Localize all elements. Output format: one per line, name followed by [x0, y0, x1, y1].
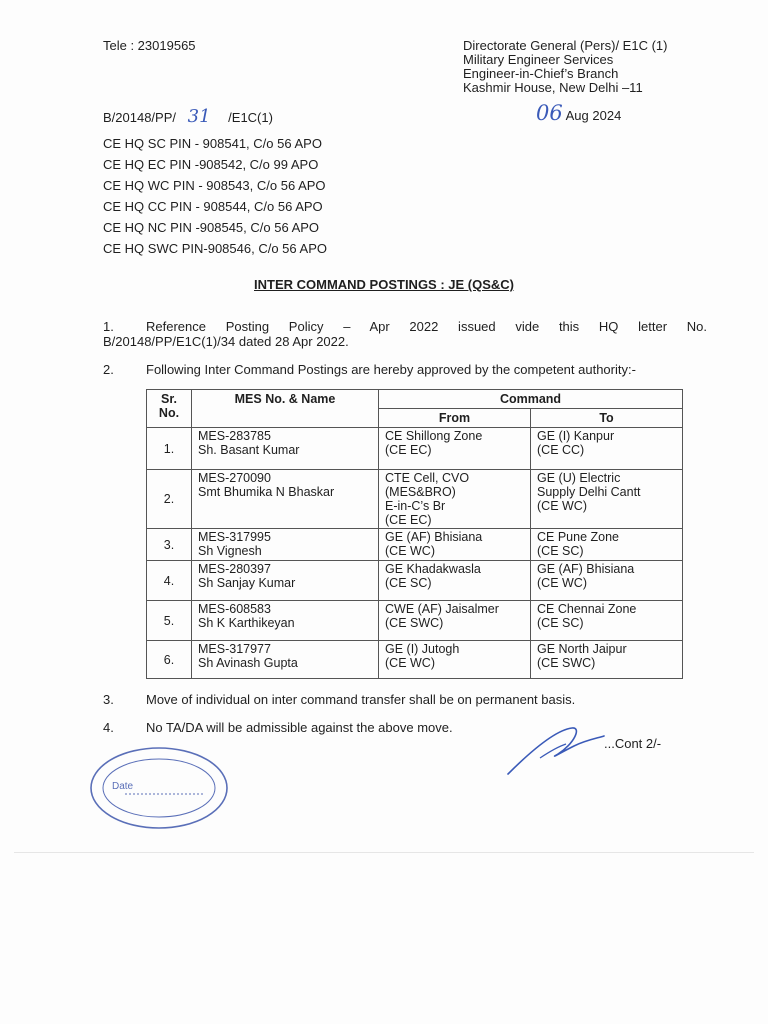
recipient-item: CE HQ NC PIN -908545, C/o 56 APO: [103, 220, 320, 235]
table-row: [147, 470, 683, 529]
para-1-line-1: Reference Posting Policy – Apr 2022 issued vide this HQ letter No.: [146, 319, 707, 334]
recipient-item: CE HQ SWC PIN-908546, C/o 56 APO: [103, 241, 327, 256]
serial-number: 5.: [147, 601, 192, 641]
recipient-item: CE HQ EC PIN -908542, C/o 99 APO: [103, 157, 319, 172]
ref-prefix: B/20148/PP/: [103, 110, 176, 125]
serial-number: 2.: [147, 470, 192, 529]
page-bottom-edge: [14, 852, 754, 853]
employee-cell: MES-280397 Sh Sanjay Kumar: [192, 561, 379, 601]
stamp-date-label: Date: [112, 781, 134, 792]
table-row: [147, 529, 683, 561]
to-command: GE (I) Kanpur (CE CC): [531, 428, 683, 470]
para-4-number: 4.: [103, 720, 114, 735]
from-command: CE Shillong Zone (CE EC): [379, 428, 531, 470]
signature-icon: [500, 722, 610, 782]
to-command: GE North Jaipur (CE SWC): [531, 641, 683, 679]
recipient-item: CE HQ CC PIN - 908544, C/o 56 APO: [103, 199, 323, 214]
para-1-line-2: B/20148/PP/E1C(1)/34 dated 28 Apr 2022.: [103, 334, 349, 349]
to-command: GE (U) Electric Supply Delhi Cantt (CE WC): [531, 470, 683, 529]
employee-cell: MES-283785 Sh. Basant Kumar: [192, 428, 379, 470]
from-command: CTE Cell, CVO (MES&BRO) E-in-C’s Br (CE EC): [379, 470, 531, 529]
recipient-list: [103, 133, 327, 259]
employee-cell: MES-608583 Sh K Karthikeyan: [192, 601, 379, 641]
from-command: CWE (AF) Jaisalmer (CE SWC): [379, 601, 531, 641]
address-line: Directorate General (Pers)/ E1C (1): [463, 38, 668, 53]
postings-table: [146, 389, 683, 679]
column-header-name: MES No. & Name: [192, 390, 379, 428]
document-title: INTER COMMAND POSTINGS : JE (QS&C): [254, 277, 515, 292]
to-command: CE Pune Zone (CE SC): [531, 529, 683, 561]
from-command: GE (I) Jutogh (CE WC): [379, 641, 531, 679]
ref-suffix: /E1C(1): [228, 110, 273, 125]
para-4-text: No TA/DA will be admissible against the above move.: [146, 720, 453, 735]
reference-number: [103, 106, 273, 127]
recipient-item: CE HQ WC PIN - 908543, C/o 56 APO: [103, 178, 326, 193]
table-row: [147, 641, 683, 679]
serial-number: 6.: [147, 641, 192, 679]
column-header-command: Command: [379, 390, 683, 409]
employee-cell: MES-317977 Sh Avinash Gupta: [192, 641, 379, 679]
continuation-note: ...Cont 2/-: [604, 736, 662, 751]
column-header-sr: Sr. No.: [147, 390, 192, 428]
address-line: Military Engineer Services: [463, 52, 614, 67]
employee-cell: MES-270090 Smt Bhumika N Bhaskar: [192, 470, 379, 529]
para-2-text: Following Inter Command Postings are hereby approved by the competent authority:-: [146, 362, 636, 377]
telephone-number: Tele : 23019565: [103, 38, 196, 53]
para-1-number: 1.: [103, 319, 114, 334]
handwritten-date-day: 06: [536, 101, 563, 125]
column-header-to: To: [531, 409, 683, 428]
table-row: [147, 428, 683, 470]
to-command: CE Chennai Zone (CE SC): [531, 601, 683, 641]
to-command: GE (AF) Bhisiana (CE WC): [531, 561, 683, 601]
handwritten-ref-number: 31: [187, 106, 211, 127]
letter-date: [536, 101, 622, 125]
date-month-year: Aug 2024: [565, 108, 622, 123]
recipient-item: CE HQ SC PIN - 908541, C/o 56 APO: [103, 136, 322, 151]
para-3-text: Move of individual on inter command transfer shall be on permanent basis.: [146, 692, 576, 707]
address-line: Engineer-in-Chief’s Branch: [463, 66, 619, 81]
sender-address: [463, 39, 667, 95]
table-header-row: [147, 390, 683, 409]
serial-number: 4.: [147, 561, 192, 601]
table-row: [147, 601, 683, 641]
from-command: GE (AF) Bhisiana (CE WC): [379, 529, 531, 561]
para-2-number: 2.: [103, 362, 114, 377]
from-command: GE Khadakwasla (CE SC): [379, 561, 531, 601]
para-3-number: 3.: [103, 692, 114, 707]
serial-number: 3.: [147, 529, 192, 561]
serial-number: 1.: [147, 428, 192, 470]
table-row: [147, 561, 683, 601]
employee-cell: MES-317995 Sh Vignesh: [192, 529, 379, 561]
office-stamp-icon: [85, 742, 235, 834]
column-header-from: From: [379, 409, 531, 428]
address-line: Kashmir House, New Delhi –11: [463, 80, 643, 95]
